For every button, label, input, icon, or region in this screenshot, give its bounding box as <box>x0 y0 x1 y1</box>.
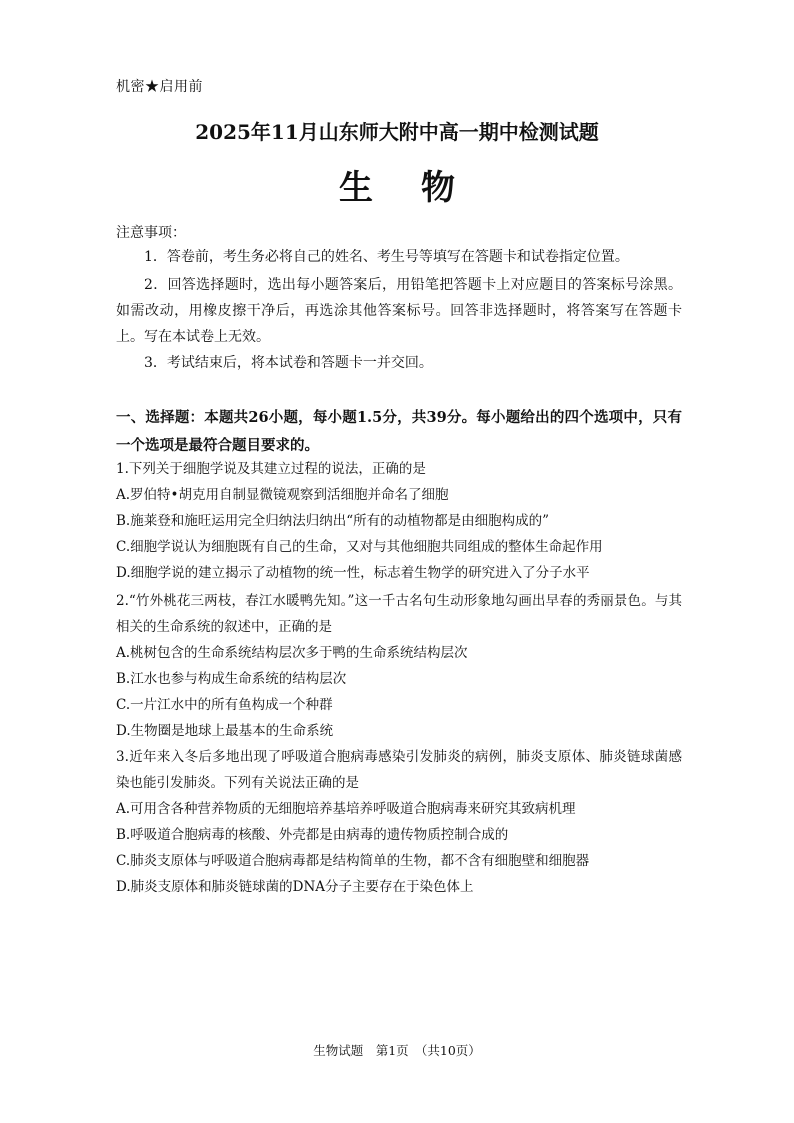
note-item-1: 1．答卷前，考生务必将自己的姓名、考生号等填写在答题卡和试卷指定位置。 <box>144 249 629 265</box>
note-item-3: 3．考试结束后，将本试卷和答题卡一并交回。 <box>144 355 433 371</box>
option-b: B.江水也参与构成生命系统的结构层次 <box>116 671 347 687</box>
question-stem: 1.下列关于细胞学说及其建立过程的说法，正确的是 <box>116 461 426 477</box>
option-a: A.桃树包含的生命系统结构层次多于鸭的生命系统结构层次 <box>116 645 468 661</box>
option-d: D.生物圈是地球上最基本的生命系统 <box>116 723 334 739</box>
option-c: C.细胞学说认为细胞既有自己的生命，又对与其他细胞共同组成的整体生命起作用 <box>116 539 603 555</box>
question-stem: 2.“竹外桃花三两枝，春江水暖鸭先知。”这一千古名句生动形象地勾画出早春的秀丽景色。与其相关的生命系统的叙述中，正确的是 <box>116 593 682 635</box>
option-a: A.可用含各种营养物质的无细胞培养基培养呼吸道合胞病毒来研究其致病机理 <box>116 801 576 817</box>
option-d: D.细胞学说的建立揭示了动植物的统一性，标志着生物学的研究进入了分子水平 <box>116 565 590 581</box>
option-d: D.肺炎支原体和肺炎链球菌的DNA分子主要存在于染色体上 <box>116 879 474 895</box>
question-stem: 3.近年来入冬后多地出现了呼吸道合胞病毒感染引发肺炎的病例，肺炎支原体、肺炎链球菌感染也能引发肺炎。下列有关说法正确的是 <box>116 749 682 791</box>
notes-heading: 注意事项： <box>116 225 186 241</box>
note-item-2: 2．回答选择题时，选出每小题答案后，用铅笔把答题卡上对应题目的答案标号涂黑。如需改动，用橡皮擦干净后，再选涂其他答案标号。回答非选择题时，将答案写在答题卡上。写在本试卷上无效。 <box>116 277 682 345</box>
question-3 <box>116 744 682 900</box>
subject-title: 生物 <box>339 168 503 208</box>
question-1 <box>116 456 682 586</box>
option-b: B.施莱登和施旺运用完全归纳法归纳出“所有的动植物都是由细胞构成的” <box>116 513 550 529</box>
question-2 <box>116 588 682 744</box>
exam-title: 2025年11月山东师大附中高一期中检测试题 <box>195 120 599 144</box>
option-a: A.罗伯特•胡克用自制显微镜观察到活细胞并命名了细胞 <box>116 487 449 503</box>
confidential-mark: 机密★启用前 <box>116 79 203 95</box>
section-heading: 一、选择题：本题共26小题，每小题1.5分，共39分。每小题给出的四个选项中，只有一个选项是最符合题目要求的。 <box>116 409 682 454</box>
option-c: C.一片江水中的所有鱼构成一个种群 <box>116 697 333 713</box>
page-footer: 生物试题 第1页 （共10页） <box>313 1043 481 1058</box>
option-b: B.呼吸道合胞病毒的核酸、外壳都是由病毒的遗传物质控制合成的 <box>116 827 509 843</box>
option-c: C.肺炎支原体与呼吸道合胞病毒都是结构简单的生物，都不含有细胞壁和细胞器 <box>116 853 590 869</box>
